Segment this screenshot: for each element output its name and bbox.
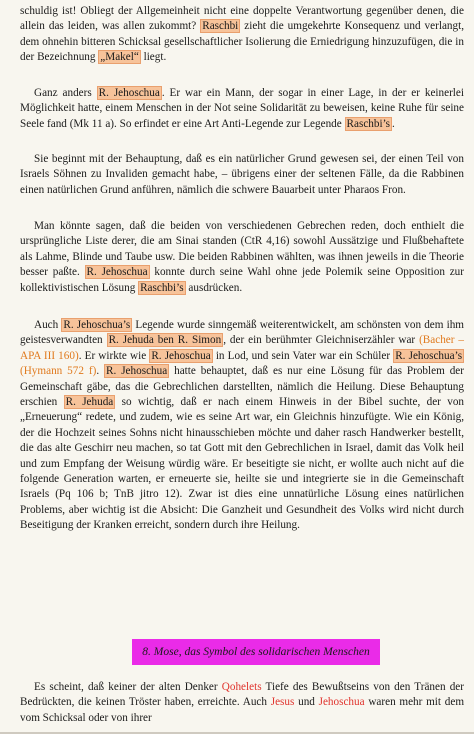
highlight-r-jehoschua: R. Jehoschua [151, 349, 211, 362]
paragraph-6 [20, 680, 464, 726]
highlight-r-jehoschua: R. Jehoschua [106, 365, 168, 378]
text: Tiefe des Bewußtseins von den Tränen der Bedrückten, die keinen Tröster haben, erreichte. Auch [20, 681, 464, 709]
text: . [96, 365, 100, 378]
text: zieht die umgekehrte Konsequenz und verlangt, dem ohnehin bitteren Schicksal gesellschaftlicher Isolierung die Erniedrigung hinzuzufügen, die in der Bezeichnung [20, 20, 465, 64]
text: konnte durch seine Wahl ohne jede Polemik seine Opposition zur kollektivistischen Lösung [20, 266, 465, 294]
text: . Er wirkte wie [78, 349, 147, 362]
text: . Er war ein Mann, der sogar in einer Lage, in der er keinerlei Möglichkeit hatte, einem Menschen in der Not seine Solidarität zu beweisen, keine Ruhe für seine Seele fand (Mk 11 a). So erfindet er eine Art Anti-Legende zur Legende [20, 87, 464, 130]
highlight-raschbis: Raschbi’s [140, 281, 184, 294]
highlight-makel: „Makel“ [100, 51, 139, 64]
text: Ganz anders [34, 87, 92, 99]
paragraph-5 [20, 318, 464, 534]
highlight-r-jehoschua: R. Jehoschua [86, 266, 148, 279]
text: , der ein berühmter Gleichniserzähler war [223, 334, 416, 347]
paragraph-1 [20, 4, 464, 66]
citation-hymann: (Hymann 572 f) [20, 365, 97, 378]
paragraph-2 [20, 86, 464, 132]
text: Auch [34, 319, 59, 331]
name-jehoschua: Jehoschua [318, 696, 365, 709]
text: Man könnte sagen, daß die beiden von verschiedenen Gebrechen reden, doch enthielt die ursprüngliche Liste derer, die am Sinai standen (CtR 4,16) sowohl Aussätzige und Flußbehaftete als Lahme, Blinde und Taube usw. Die beiden Rabbinen wählten, was ihnen jeweils in die Theorie besser paßte. [20, 220, 464, 279]
text: in Lod, und sein Vater war ein Schüler [215, 349, 391, 362]
text: liegt. [143, 51, 167, 64]
text: Legende wurde sinngemäß weiterentwickelt, am schönsten von dem ihm geistesverwandten [20, 319, 464, 347]
paragraph-3 [20, 152, 464, 198]
highlight-r-jehoschua: R. Jehoschua [98, 87, 160, 99]
text: ausdrücken. [188, 281, 243, 294]
paragraph-4 [20, 219, 464, 296]
section-heading: 8. Mose, das Symbol des solidarischen Menschen [132, 639, 380, 665]
highlight-r-jehuda: R. Jehuda [65, 396, 114, 409]
highlight-r-jehoschuas: R. Jehoschua’s [63, 319, 131, 331]
highlight-r-jehoschuas: R. Jehoschua’s [395, 349, 463, 362]
text: . [392, 117, 395, 130]
text: schuldig ist! Obliegt der Allgemeinheit nicht eine doppelte Verantwortung gegenüber denen, die allein das leiden, was allen zukommt? [20, 5, 464, 33]
highlight-raschbi: Raschbi [202, 20, 239, 33]
name-jesus: Jesus [270, 696, 295, 709]
highlight-r-jehuda-ben-r-simon: R. Jehuda ben R. Simon [108, 334, 222, 347]
text: und [298, 696, 315, 709]
citation-bacher: (Bacher – APA III 160) [20, 334, 464, 362]
text: Es scheint, daß keiner der alten Denker [34, 681, 218, 693]
name-qohelets: Qohelets [221, 681, 262, 693]
text: Sie beginnt mit der Behauptung, daß es ein natürlicher Grund gewesen sei, der einen Teil von Israels Söhnen zu Invaliden gemacht habe, – übrigens einer der seltenen Fälle, da die Rabbinen einen natürlichen Grund anführen, nämlich die schwere Bauarbeit unter Pharaos Fron. [20, 153, 464, 196]
text: hatte behauptet, daß es nur eine Lösung für das Problem der Gemeinschaft gäbe, das die Gebrechlichen darstellten, nämlich die Heilung. Diese Behauptung erschien [20, 365, 464, 409]
text: waren mehr mit dem vom Schicksal oder von ihrer [20, 696, 465, 724]
text: so wichtig, daß er nach einem Hinweis in der Bibel suchte, der von „Erneuerung“ redete, und zudem, wie es seine Art war, ein Gleichnis hinzufügte. Wie ein König, der die Hochzeit seines Sohns nicht hinausschieben möchte und daher rasch Handwerker bestellt, die das alte Geschirr neu machen, so tat Gott mit den Gebrechlichen in Israel, damit das Volk heil und zum Empfang der Weisung würdig wäre. Er beseitigte sie nicht, er wollte auch nicht auf die folgende Generation warten, er erneuerte sie, heilte sie und integrierte sie in die Gemeinschaft Israels (Pq 106 b; TnB jitro 12). Zwar ist dies eine unnatürliche Lösung eines natürlichen Problems, aber wichtig ist die Absicht: Die Ganzheit und Gesundheit des Volks wird nicht durch Beseitigung der Kranken erreicht, sondern durch ihre Heilung. [20, 396, 465, 532]
highlight-raschbis: Raschbi’s [346, 117, 391, 130]
